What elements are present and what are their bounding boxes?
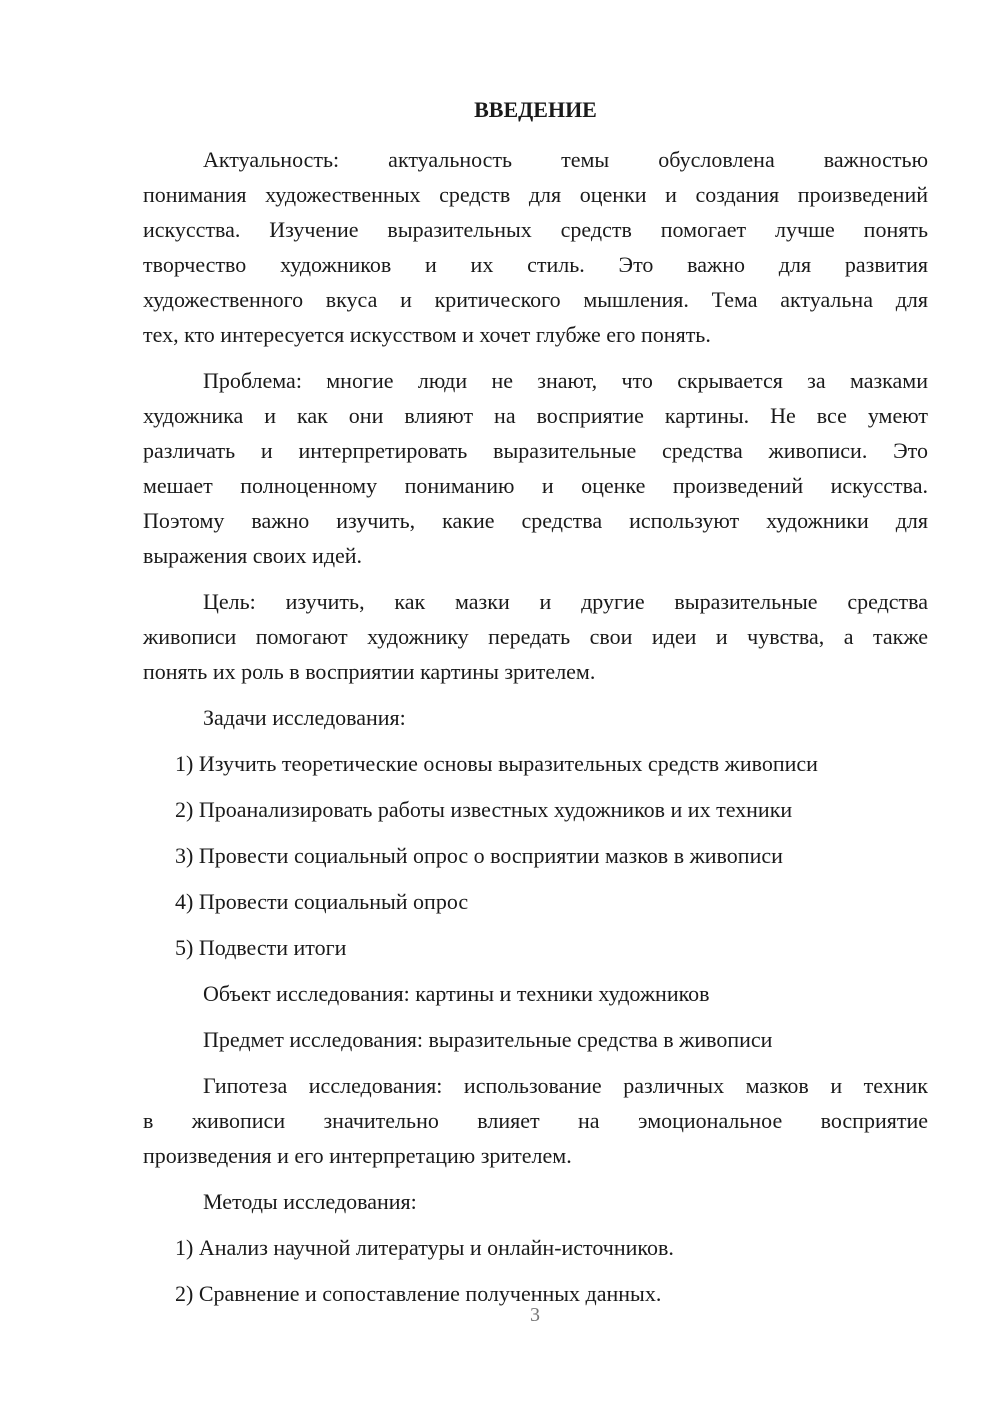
text-line: 3) Провести социальный опрос о восприятии мазков в живописи [175,843,783,868]
list-item [143,884,928,919]
list-item [143,930,928,965]
text-line: искусства. Изучение выразительных средств помогает лучше понять [143,217,928,242]
paragraph [143,1068,928,1173]
text-line: в живописи значительно влияет на эмоциональное восприятие [143,1108,928,1133]
text-line: Предмет исследования: выразительные средства в живописи [203,1027,773,1052]
text-line: Методы исследования: [203,1189,417,1214]
text-line: 2) Проанализировать работы известных художников и их техники [175,797,793,822]
text-line: Актуальность: актуальность темы обусловлена важностью [203,147,928,172]
text-line: понимания художественных средств для оценки и создания произведений [143,182,928,207]
paragraph [143,1184,928,1219]
list-item [143,746,928,781]
text-line: 1) Анализ научной литературы и онлайн-источников. [175,1235,674,1260]
paragraph [143,142,928,352]
paragraph [143,700,928,735]
text-line: живописи помогают художнику передать свои идеи и чувства, а также [143,624,928,649]
text-line: творчество художников и их стиль. Это важно для развития [143,252,928,277]
text-line: 5) Подвести итоги [175,935,347,960]
text-line: различать и интерпретировать выразительные средства живописи. Это [143,438,928,463]
text-line: Объект исследования: картины и техники художников [203,981,710,1006]
list-item [143,838,928,873]
text-line: тех, кто интересуется искусством и хочет глубже его понять. [143,322,711,347]
paragraph [143,363,928,573]
paragraph [143,976,928,1011]
section-title: ВВЕДЕНИЕ [474,97,597,122]
text-line: Задачи исследования: [203,705,406,730]
paragraph [143,584,928,689]
text-line: Гипотеза исследования: использование различных мазков и техник [203,1073,928,1098]
document-page [143,92,928,1322]
text-line: понять их роль в восприятии картины зрителем. [143,659,596,684]
text-line: Проблема: многие люди не знают, что скрывается за мазками [203,368,928,393]
text-line: художника и как они влияют на восприятие картины. Не все умеют [143,403,928,428]
text-line: мешает полноценному пониманию и оценке произведений искусства. [143,473,928,498]
page-number: 3 [530,1304,540,1326]
list-item [143,1230,928,1265]
text-line: художественного вкуса и критического мышления. Тема актуальна для [143,287,928,312]
paragraph [143,1022,928,1057]
list-item [143,792,928,827]
text-line: 4) Провести социальный опрос [175,889,469,914]
text-line: Поэтому важно изучить, какие средства используют художники для [143,508,928,533]
text-line: произведения и его интерпретацию зрителем. [143,1143,572,1168]
text-line: 1) Изучить теоретические основы выразительных средств живописи [175,751,818,776]
text-line: 2) Сравнение и сопоставление полученных данных. [175,1281,662,1306]
text-line: выражения своих идей. [143,543,363,568]
text-line: Цель: изучить, как мазки и другие выразительные средства [203,589,928,614]
document-body [143,142,928,1311]
